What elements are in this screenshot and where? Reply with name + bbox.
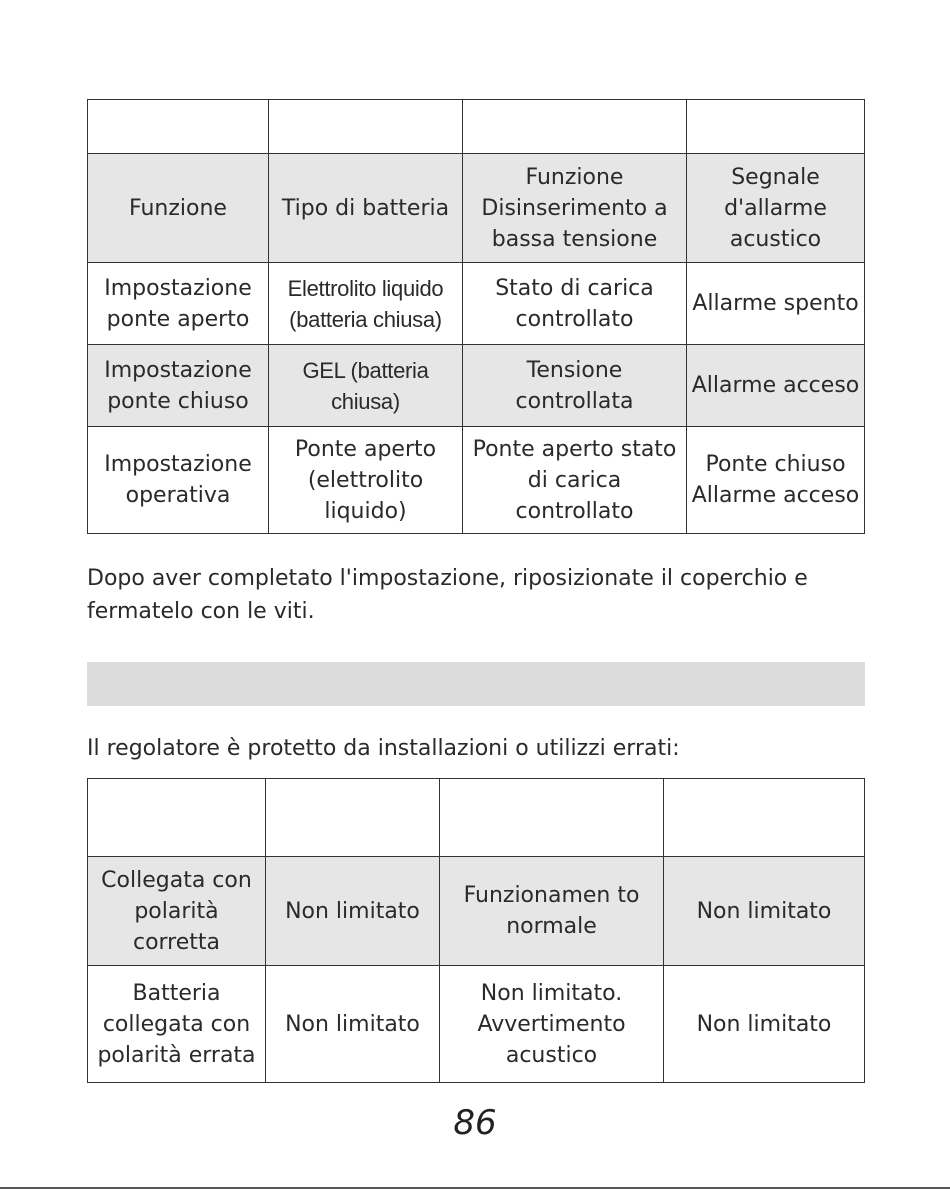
table-row xyxy=(88,154,865,263)
table-cell: Non limitato. Avvertimento acustico xyxy=(440,966,664,1083)
header-cell xyxy=(266,779,440,857)
table-cell: Non limitato xyxy=(266,966,440,1083)
table-cell: Non limitato xyxy=(266,857,440,966)
protection-table xyxy=(87,778,865,1083)
header-cell xyxy=(88,100,269,154)
table-cell: Ponte aperto (elettrolito liquido) xyxy=(269,427,463,534)
header-cell xyxy=(269,100,463,154)
table-cell: Elettrolito liquido (batteria chiusa) xyxy=(269,263,463,345)
table-cell: Batteria collegata con polarità errata xyxy=(88,966,266,1083)
header-cell xyxy=(463,100,687,154)
table-cell: Allarme spento xyxy=(687,263,865,345)
table-cell: Impostazione ponte aperto xyxy=(88,263,269,345)
header-cell xyxy=(88,779,266,857)
table-cell: Segnale d'allarme acustico xyxy=(687,154,865,263)
table-header-row xyxy=(88,779,865,857)
table-cell: Tensione controllata xyxy=(463,345,687,427)
header-cell xyxy=(687,100,865,154)
table-header-row xyxy=(88,100,865,154)
protection-intro-paragraph: Il regolatore è protetto da installazioni o utilizzi errati: xyxy=(87,736,680,761)
table-cell: Funzionamen to normale xyxy=(440,857,664,966)
table-row xyxy=(88,345,865,427)
table-cell: Non limitato xyxy=(664,857,865,966)
table-row xyxy=(88,966,865,1083)
table-row xyxy=(88,427,865,534)
table-cell: Impostazione ponte chiuso xyxy=(88,345,269,427)
table-cell: Stato di carica controllato xyxy=(463,263,687,345)
table-cell: GEL (batteria chiusa) xyxy=(269,345,463,427)
table-cell: Collegata con polarità corretta xyxy=(88,857,266,966)
table-cell: Ponte chiuso Allarme acceso xyxy=(687,427,865,534)
table-cell: Non limitato xyxy=(664,966,865,1083)
table-row xyxy=(88,263,865,345)
header-cell xyxy=(664,779,865,857)
table-cell: Allarme acceso xyxy=(687,345,865,427)
table-cell: Impostazione operativa xyxy=(88,427,269,534)
instruction-paragraph: Dopo aver completato l'impostazione, riposizionate il coperchio e fermatelo con le viti. xyxy=(87,566,808,624)
table-cell: Ponte aperto stato di carica controllato xyxy=(463,427,687,534)
page-number: 86 xyxy=(453,1103,497,1143)
section-heading-bar xyxy=(87,662,865,706)
settings-table xyxy=(87,99,865,534)
header-cell xyxy=(440,779,664,857)
table-row xyxy=(88,857,865,966)
table-cell: Tipo di batteria xyxy=(269,154,463,263)
table-cell: Funzione xyxy=(88,154,269,263)
table-cell: Funzione Disinserimento a bassa tensione xyxy=(463,154,687,263)
